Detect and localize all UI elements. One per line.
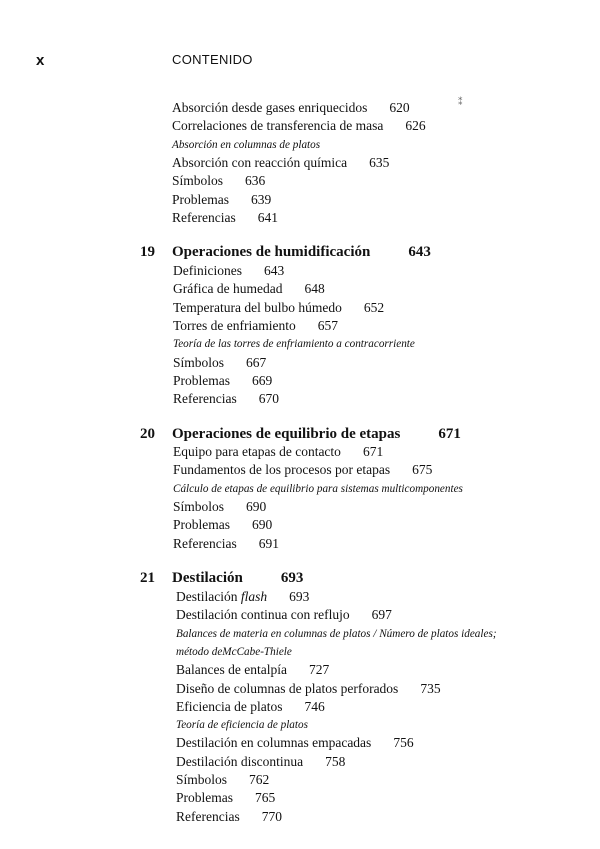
toc-page-number: 758 <box>325 753 346 769</box>
toc-page-number: 746 <box>304 698 325 714</box>
toc-page-number: 639 <box>251 191 272 207</box>
toc-page-number: 735 <box>420 680 441 696</box>
toc-page-number: 765 <box>255 790 276 806</box>
toc-entry-text: Referencias <box>176 808 240 824</box>
toc-entry-text: Diseño de columnas de platos perforados <box>176 680 399 696</box>
toc-entry[interactable] <box>172 192 271 208</box>
toc-entry-text: Definiciones <box>173 263 242 278</box>
toc-entry[interactable] <box>176 607 392 623</box>
toc-entry[interactable] <box>172 118 426 134</box>
page-number-roman: x <box>36 52 45 69</box>
toc-page-number: 636 <box>245 173 266 189</box>
toc-entry[interactable] <box>176 589 309 605</box>
toc-entry[interactable] <box>173 281 325 297</box>
toc-entry-text: método deMcCabe-Thiele <box>176 645 292 658</box>
toc-entry-text: Equipo para etapas de contacto <box>173 444 341 459</box>
toc-entry-text: Referencias <box>173 391 237 407</box>
toc-page-number: 675 <box>412 462 433 478</box>
toc-entry-text: Símbolos <box>173 354 225 370</box>
toc-entry[interactable] <box>172 155 389 171</box>
toc-entry[interactable] <box>173 373 272 389</box>
toc-entry[interactable] <box>172 210 278 226</box>
toc-page-number: 670 <box>258 391 279 407</box>
toc-page-number: 620 <box>389 100 410 115</box>
scan-speck-icon: ⁑ <box>458 98 463 108</box>
chapter-page-number: 643 <box>408 244 431 260</box>
chapter-page-number: 671 <box>438 426 461 442</box>
toc-entry-text: Referencias <box>172 209 236 225</box>
chapter-number: 21 <box>140 570 155 586</box>
toc-entry-text: Absorción en columnas de platos <box>172 138 321 151</box>
toc-entry[interactable] <box>173 318 338 334</box>
toc-entry-text: Balances de entalpía <box>176 662 287 678</box>
toc-entry-text: Símbolos <box>176 772 228 787</box>
toc-page-number: 648 <box>304 281 325 297</box>
toc-entry[interactable] <box>172 100 410 116</box>
toc-entry-text: Símbolos <box>172 173 224 189</box>
toc-page-number: 671 <box>362 444 384 459</box>
toc-page-number: 690 <box>252 517 273 533</box>
toc-entry-text: Referencias <box>173 535 237 551</box>
toc-entry[interactable] <box>173 536 279 552</box>
toc-entry[interactable] <box>173 462 432 478</box>
toc-entry[interactable] <box>176 699 325 715</box>
toc-page-number: 641 <box>257 209 278 225</box>
toc-entry-text: Gráfica de humedad <box>173 281 283 297</box>
toc-page-number: 693 <box>289 589 310 604</box>
chapter-title-text: Operaciones de equilibrio de etapas <box>172 426 401 442</box>
toc-entry-text: Destilación continua con reflujo <box>176 607 350 623</box>
toc-entry[interactable] <box>176 681 441 697</box>
toc-entry-text: Torres de enfriamiento <box>173 317 296 333</box>
toc-entry[interactable] <box>172 173 265 189</box>
toc-entry[interactable] <box>173 499 266 515</box>
toc-page-number: 697 <box>371 607 392 623</box>
toc-page-number: 691 <box>258 535 279 551</box>
toc-entry-text: Destilación flash <box>176 589 268 604</box>
toc-subtopic <box>176 626 497 642</box>
toc-subtopic <box>176 717 308 733</box>
toc-entry-text: Destilación discontinua <box>176 753 304 769</box>
toc-entry-text: Cálculo de etapas de equilibrio para sistemas multicomponentes <box>173 482 463 495</box>
toc-page-number: 635 <box>369 154 390 170</box>
toc-page-number: 643 <box>263 263 285 278</box>
toc-entry[interactable] <box>176 735 414 751</box>
toc-page-number: 652 <box>363 299 385 315</box>
toc-entry-text: Temperatura del bulbo húmedo <box>173 299 342 315</box>
running-header: CONTENIDO <box>172 52 253 67</box>
toc-page-number: 669 <box>252 372 273 388</box>
chapter-title[interactable] <box>172 570 303 586</box>
toc-entry[interactable] <box>173 517 272 533</box>
toc-entry-text: Problemas <box>173 517 230 533</box>
chapter-title[interactable] <box>172 426 461 442</box>
toc-entry-text: Eficiencia de platos <box>176 698 283 714</box>
toc-subtopic <box>173 336 415 352</box>
toc-entry-text: Absorción con reacción química <box>172 154 348 170</box>
toc-entry-text: Problemas <box>176 790 233 806</box>
toc-entry[interactable] <box>176 809 282 825</box>
toc-entry-text: Correlaciones de transferencia de masa <box>172 118 384 134</box>
toc-subtopic <box>172 137 320 153</box>
toc-page-number: 770 <box>261 808 282 824</box>
toc-entry-text: Problemas <box>173 372 230 388</box>
toc-entry-text: Teoría de las torres de enfriamiento a contracorriente <box>173 338 415 351</box>
toc-entry[interactable] <box>176 662 329 678</box>
toc-entry-text: Destilación en columnas empacadas <box>176 735 372 751</box>
chapter-title-text: Destilación <box>172 570 243 586</box>
toc-page-number: 657 <box>317 317 339 333</box>
toc-entry[interactable] <box>176 790 275 806</box>
toc-entry-text: Absorción desde gases enriquecidos <box>172 100 368 115</box>
toc-page-number: 690 <box>246 498 267 514</box>
toc-entry[interactable] <box>173 300 384 316</box>
toc-subtopic <box>173 481 463 497</box>
toc-entry[interactable] <box>173 263 284 279</box>
toc-page-number: 756 <box>393 735 414 751</box>
toc-entry[interactable] <box>176 754 345 770</box>
chapter-number: 19 <box>140 244 155 260</box>
toc-page-number: 667 <box>246 354 267 370</box>
chapter-title[interactable] <box>172 244 431 260</box>
chapter-title-text: Operaciones de humidificación <box>172 244 371 260</box>
toc-entry[interactable] <box>173 444 383 460</box>
toc-entry-text: Teoría de eficiencia de platos <box>176 719 308 732</box>
toc-page-number: 727 <box>308 662 330 678</box>
chapter-number: 20 <box>140 426 155 442</box>
toc-entry[interactable] <box>176 772 269 788</box>
toc-entry[interactable] <box>173 391 279 407</box>
chapter-page-number: 693 <box>280 570 304 586</box>
toc-subtopic <box>176 644 292 660</box>
toc-page-number: 762 <box>249 772 270 787</box>
toc-entry[interactable] <box>173 355 266 371</box>
toc-entry-text: Balances de materia en columnas de platos / Número de platos ideales; <box>176 627 497 640</box>
toc-entry-text: Fundamentos de los procesos por etapas <box>173 462 391 478</box>
toc-entry-text: Símbolos <box>173 498 225 514</box>
toc-page-number: 626 <box>405 118 426 134</box>
toc-entry-text: Problemas <box>172 191 229 207</box>
